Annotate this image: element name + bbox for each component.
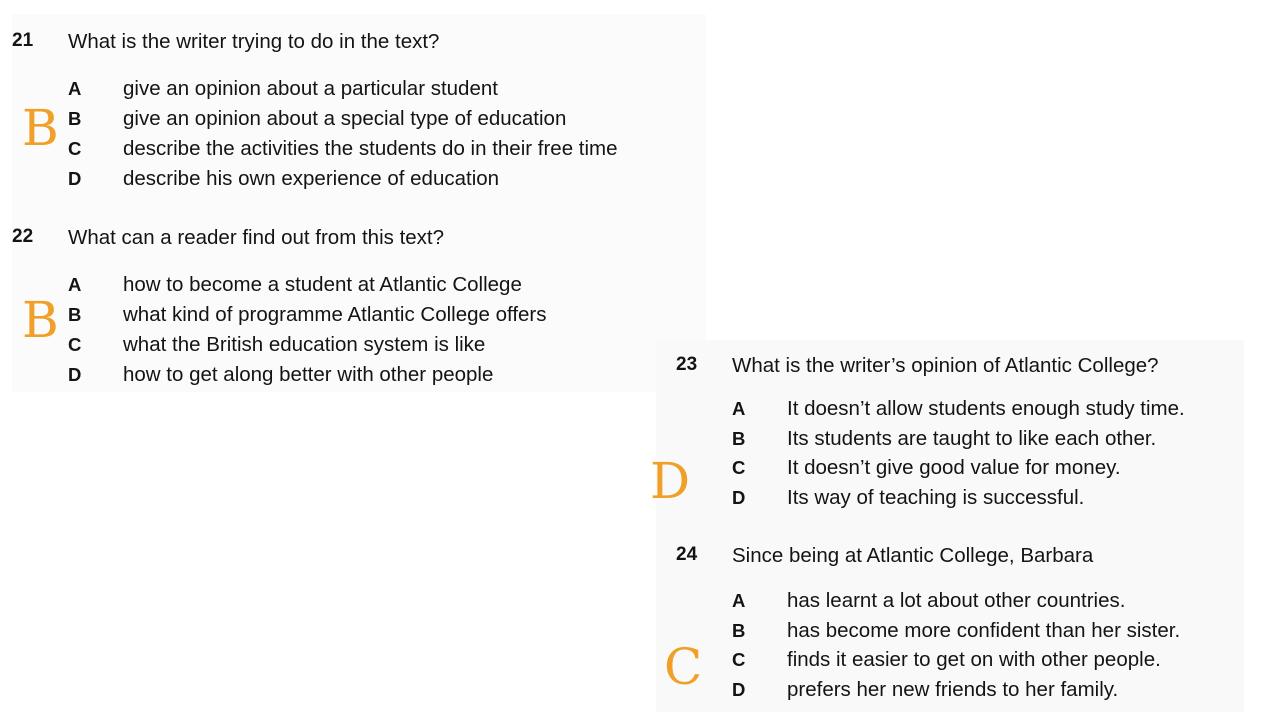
option-d	[68, 164, 618, 194]
option-a	[732, 394, 1185, 424]
answer-mark-21: B	[22, 99, 59, 157]
option-text: describe his own experience of education	[123, 167, 500, 190]
option-letter: A	[68, 78, 82, 99]
option-b	[732, 424, 1185, 454]
option-letter: B	[68, 304, 82, 325]
option-letter: A	[732, 590, 746, 611]
option-text: how to get along better with other people	[123, 363, 494, 386]
option-a	[68, 74, 618, 104]
option-c	[68, 134, 618, 164]
answer-mark-23: D	[650, 452, 691, 510]
option-text: finds it easier to get on with other people.	[787, 648, 1161, 671]
option-text: what the British education system is like	[123, 333, 486, 356]
answer-mark-22: B	[22, 291, 59, 349]
option-a	[68, 270, 547, 300]
option-letter: D	[732, 678, 746, 700]
option-list	[732, 394, 1185, 512]
option-c	[68, 330, 547, 360]
option-letter: D	[68, 168, 82, 189]
option-text: Its students are taught to like each other.	[787, 426, 1157, 450]
option-text: describe the activities the students do in their free time	[123, 137, 618, 160]
option-text: Its way of teaching is successful.	[787, 485, 1085, 509]
option-letter: B	[732, 619, 746, 641]
option-letter: D	[68, 364, 82, 385]
option-text: has learnt a lot about other countries.	[787, 589, 1126, 612]
option-text: what kind of programme Atlantic College offers	[123, 303, 547, 326]
option-letter: C	[68, 138, 82, 159]
question-text: What is the writer trying to do in the text?	[68, 30, 440, 53]
option-list	[68, 74, 618, 194]
option-c	[732, 453, 1185, 483]
option-d	[732, 483, 1185, 513]
option-d	[68, 360, 547, 390]
option-text: It doesn’t allow students enough study time.	[787, 397, 1185, 420]
question-text: What can a reader find out from this text?	[68, 226, 445, 249]
question-panel-left	[12, 14, 706, 392]
option-a	[732, 586, 1180, 616]
option-text: how to become a student at Atlantic College	[123, 273, 522, 296]
option-letter: B	[732, 427, 746, 449]
question-text: What is the writer’s opinion of Atlantic College?	[732, 354, 1159, 377]
option-b	[68, 104, 618, 134]
option-text: give an opinion about a special type of education	[123, 107, 567, 130]
option-d	[732, 675, 1180, 705]
option-letter: C	[732, 457, 746, 478]
option-list	[68, 270, 547, 390]
question-number: 24	[676, 544, 698, 565]
question-number: 23	[676, 354, 698, 375]
option-letter: A	[732, 398, 746, 419]
question-number: 21	[12, 30, 34, 51]
question-number: 22	[12, 226, 34, 247]
option-letter: C	[732, 649, 746, 670]
option-letter: C	[68, 334, 82, 355]
option-text: prefers her new friends to her family.	[787, 677, 1119, 701]
question-text: Since being at Atlantic College, Barbara	[732, 544, 1094, 567]
option-c	[732, 645, 1180, 675]
option-b	[68, 300, 547, 330]
option-list	[732, 586, 1180, 704]
question-panel-right	[656, 340, 1244, 712]
option-letter: D	[732, 486, 746, 508]
option-letter: B	[68, 108, 82, 129]
option-text: It doesn’t give good value for money.	[787, 456, 1121, 479]
option-letter: A	[68, 274, 82, 295]
answer-mark-24: C	[664, 638, 703, 696]
option-b	[732, 616, 1180, 646]
option-text: give an opinion about a particular student	[123, 77, 498, 100]
option-text: has become more confident than her sister.	[787, 618, 1181, 642]
